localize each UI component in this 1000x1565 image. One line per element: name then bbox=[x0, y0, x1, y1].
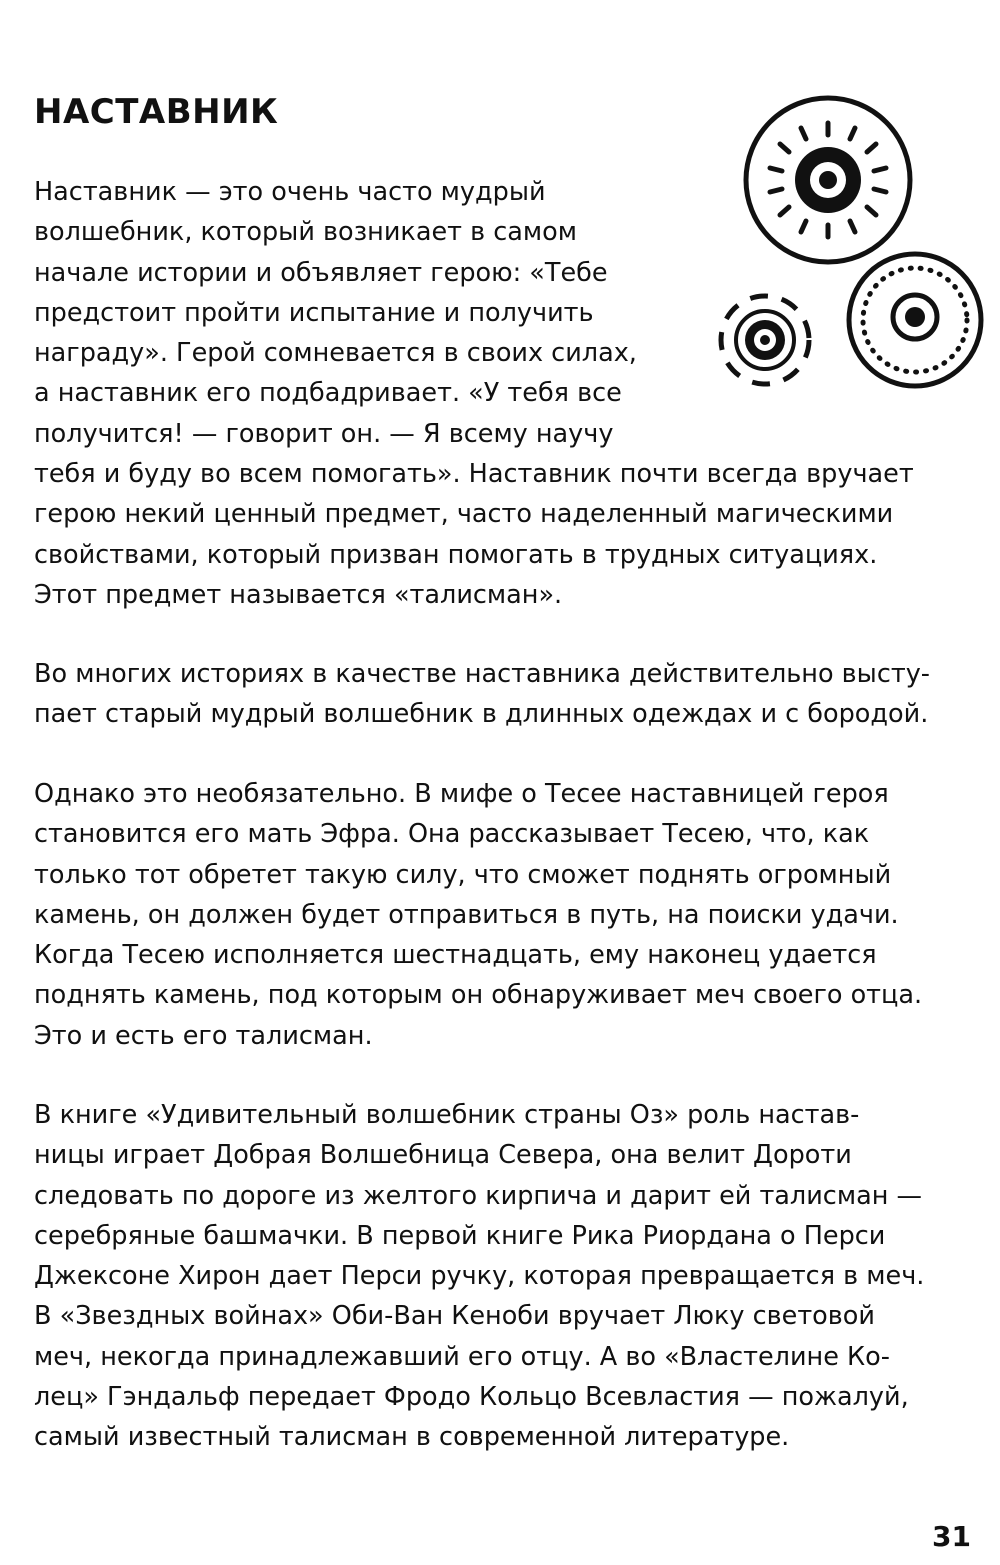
text-line: Во многих историях в качестве наставника действительно высту- bbox=[34, 659, 930, 689]
text-line: становится его мать Эфра. Она рассказывает Тесею, что, как bbox=[34, 819, 870, 850]
text-line: В «Звездных войнах» Оби-Ван Кеноби вручает Люку световой bbox=[34, 1301, 875, 1332]
text-line: начале истории и объявляет герою: «Тебе bbox=[34, 257, 608, 288]
text-line: меч, некогда принадлежавший его отцу. А во «Властелине Ко- bbox=[34, 1341, 890, 1372]
text-line: волшебник, который возникает в самом bbox=[34, 217, 577, 248]
paragraph-theseus bbox=[34, 774, 969, 1056]
text-line: Этот предмет называется «талисман». bbox=[34, 579, 563, 610]
page-number: 31 bbox=[932, 1520, 971, 1553]
text-line: ницы играет Добрая Волшебница Севера, она велит Дороти bbox=[34, 1140, 852, 1171]
text-line: Когда Тесею исполняется шестнадцать, ему наконец удается bbox=[34, 940, 877, 971]
text-line: пает старый мудрый волшебник в длинных одеждах и с бородой. bbox=[34, 699, 929, 730]
text-line: а наставник его подбадривает. «У тебя все bbox=[34, 378, 622, 409]
text-line: поднять камень, под которым он обнаруживает меч своего отца. bbox=[34, 980, 923, 1011]
paragraph-old-wizard bbox=[34, 654, 969, 735]
text-line: свойствами, который призван помогать в трудных ситуациях. bbox=[34, 539, 878, 570]
text-line: самый известный талисман в современной литературе. bbox=[34, 1422, 790, 1453]
text-line: Джексоне Хирон дает Перси ручку, которая превращается в меч. bbox=[34, 1261, 925, 1292]
text-line: тебя и буду во всем помогать». Наставник почти всегда вручает bbox=[34, 459, 914, 490]
text-line: награду». Герой сомневается в своих силах, bbox=[34, 338, 637, 369]
text-line: только тот обретет такую силу, что сможет поднять огромный bbox=[34, 859, 892, 890]
text-line: серебряные башмачки. В первой книге Рика Риордана о Перси bbox=[34, 1220, 886, 1251]
paragraph-examples bbox=[34, 1095, 969, 1458]
text-line: получится! — говорит он. — Я всему научу bbox=[34, 418, 614, 449]
text-line: Наставник — это очень часто мудрый bbox=[34, 177, 546, 207]
text-line: предстоит пройти испытание и получить bbox=[34, 297, 594, 328]
text-line: Это и есть его талисман. bbox=[34, 1020, 373, 1051]
paragraph-mentor-intro bbox=[34, 172, 969, 615]
text-line: герою некий ценный предмет, часто наделенный магическими bbox=[34, 499, 894, 530]
text-line: Однако это необязательно. В мифе о Тесее наставницей героя bbox=[34, 779, 889, 809]
text-line: камень, он должен будет отправиться в путь, на поиски удачи. bbox=[34, 899, 899, 930]
text-line: лец» Гэндальф передает Фродо Кольцо Всевластия — пожалуй, bbox=[34, 1382, 909, 1413]
text-line: следовать по дороге из желтого кирпича и дарит ей талисман — bbox=[34, 1180, 922, 1211]
text-line: В книге «Удивительный волшебник страны Оз» роль настав- bbox=[34, 1100, 860, 1130]
section-heading: НАСТАВНИК bbox=[34, 92, 279, 132]
